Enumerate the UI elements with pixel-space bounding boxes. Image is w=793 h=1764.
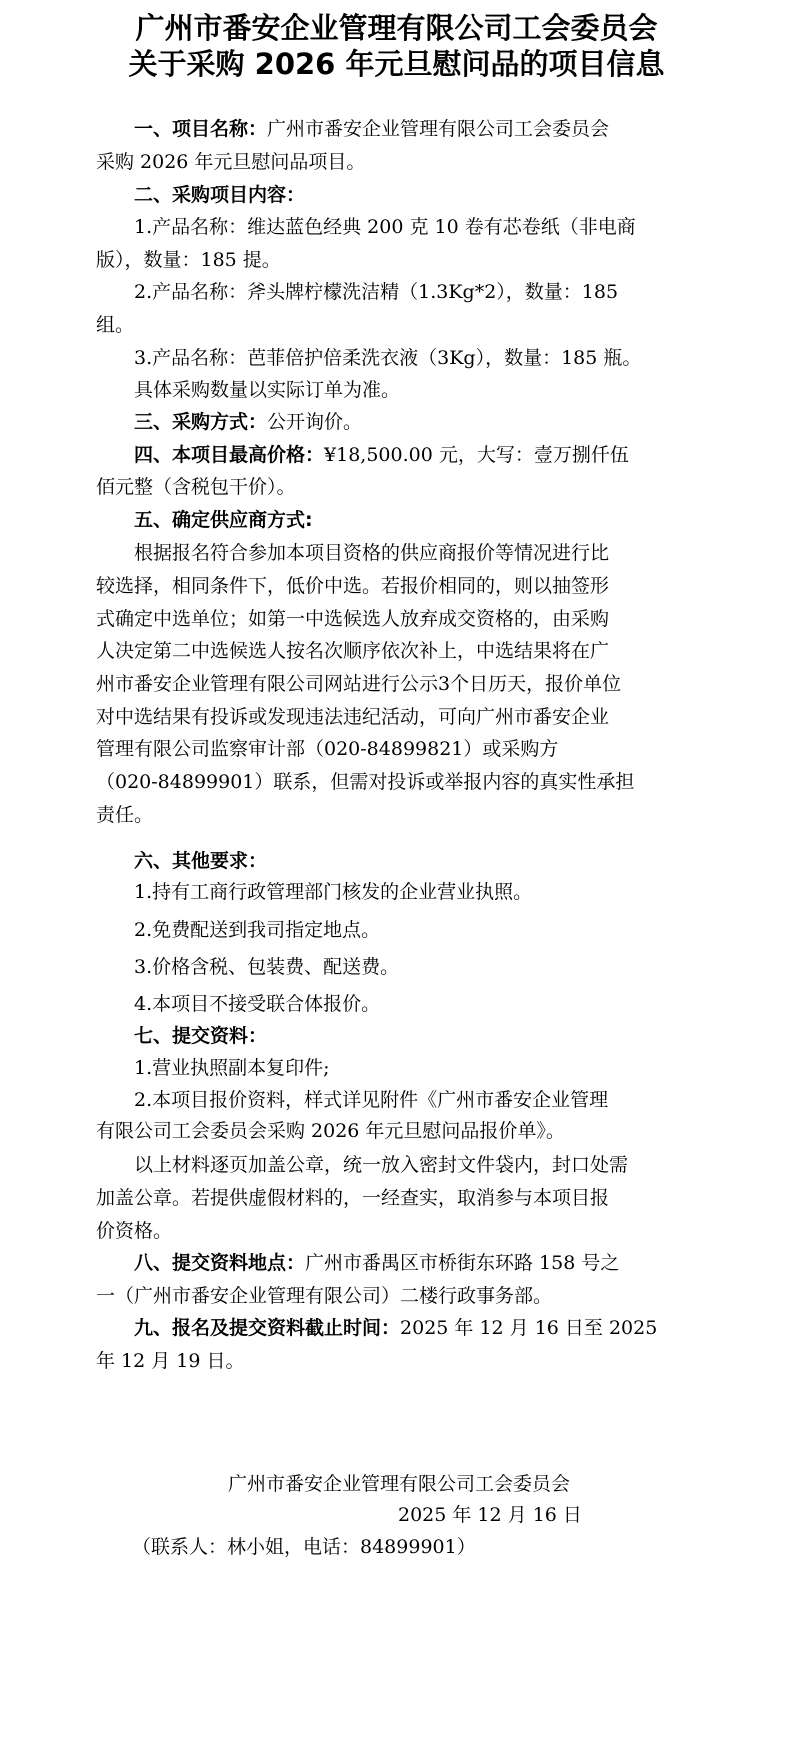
section-1-text: 广州市番安企业管理有限公司工会委员会 <box>267 118 610 140</box>
product-3-line: 3.产品名称：芭菲倍护倍柔洗衣液（3Kg），数量：185 瓶。 <box>134 347 642 369</box>
section-5-line: 根据报名符合参加本项目资格的供应商报价等情况进行比 <box>134 542 610 564</box>
materials-note-line-2: 加盖公章。若提供虚假材料的，一经查实，取消参与本项目报 <box>96 1187 610 1209</box>
document-title-line-2: 关于采购 2026 年元旦慰问品的项目信息 <box>128 47 665 81</box>
quantity-note: 具体采购数量以实际订单为准。 <box>134 379 401 401</box>
contact-info: （联系人：林小姐，电话：84899901） <box>132 1536 476 1558</box>
materials-item-1: 1.营业执照副本复印件; <box>134 1057 330 1079</box>
signature-org: 广州市番安企业管理有限公司工会委员会 <box>228 1473 571 1495</box>
section-4-text-cont: 佰元整（含税包干价）。 <box>96 476 296 498</box>
signature-date: 2025 年 12 月 16 日 <box>398 1504 582 1526</box>
section-5-line: 式确定中选单位；如第一中选候选人放弃成交资格的，由采购 <box>96 608 610 630</box>
section-9 <box>134 1315 657 1341</box>
section-5-line: （020-84899901）联系，但需对投诉或举报内容的真实性承担 <box>96 771 635 793</box>
section-5-heading: 五、确定供应商方式: <box>134 509 313 531</box>
section-8 <box>134 1250 619 1276</box>
product-2-line-2: 组。 <box>96 314 135 336</box>
section-8-text-cont: 一（广州市番安企业管理有限公司）二楼行政事务部。 <box>96 1285 553 1307</box>
section-4 <box>134 442 629 468</box>
materials-note-line-1: 以上材料逐页加盖公章，统一放入密封文件袋内，封口处需 <box>134 1154 629 1176</box>
requirement-item: 3.价格含税、包装费、配送费。 <box>134 956 400 978</box>
document-title-line-1: 广州市番安企业管理有限公司工会委员会 <box>135 11 658 45</box>
product-2-line-1: 2.产品名称：斧头牌柠檬洗洁精（1.3Kg*2），数量：185 <box>134 281 619 303</box>
section-9-text-cont: 年 12 月 19 日。 <box>96 1350 245 1372</box>
section-6-heading: 六、其他要求： <box>134 850 268 872</box>
product-1-line-2: 版），数量：185 提。 <box>96 249 281 271</box>
section-9-text: 2025 年 12 月 16 日至 2025 <box>400 1317 658 1339</box>
section-2-heading: 二、采购项目内容： <box>134 184 306 206</box>
materials-item-2-line-2: 有限公司工会委员会采购 2026 年元旦慰问品报价单》。 <box>96 1120 565 1142</box>
section-5-line: 较选择，相同条件下，低价中选。若报价相同的，则以抽签形 <box>96 575 610 597</box>
section-4-heading: 四、本项目最高价格： <box>134 444 325 466</box>
section-7-heading: 七、提交资料： <box>134 1025 268 1047</box>
materials-note-line-3: 价资格。 <box>96 1220 173 1242</box>
requirement-item: 1.持有工商行政管理部门核发的企业营业执照。 <box>134 881 533 903</box>
section-5-line: 州市番安企业管理有限公司网站进行公示3个日历天，报价单位 <box>96 673 622 695</box>
section-4-text: ¥18,500.00 元，大写：壹万捌仟伍 <box>324 444 629 466</box>
section-5-line: 责任。 <box>96 804 154 826</box>
section-3 <box>134 409 362 435</box>
section-3-heading: 三、采购方式： <box>134 411 268 433</box>
section-9-heading: 九、报名及提交资料截止时间： <box>134 1317 401 1339</box>
section-8-text: 广州市番禺区市桥街东环路 158 号之 <box>305 1252 620 1274</box>
section-8-heading: 八、提交资料地点： <box>134 1252 306 1274</box>
product-1-line-1: 1.产品名称：维达蓝色经典 200 克 10 卷有芯卷纸（非电商 <box>134 216 636 238</box>
section-5-line: 对中选结果有投诉或发现违法违纪活动，可向广州市番安企业 <box>96 706 610 728</box>
materials-item-2-line-1: 2.本项目报价资料，样式详见附件《广州市番安企业管理 <box>134 1089 609 1111</box>
requirement-item: 4.本项目不接受联合体报价。 <box>134 993 381 1015</box>
section-1-heading: 一、项目名称： <box>134 118 268 140</box>
section-1 <box>134 116 609 142</box>
requirement-item: 2.免费配送到我司指定地点。 <box>134 919 381 941</box>
section-5-line: 管理有限公司监察审计部（020-84899821）或采购方 <box>96 738 559 760</box>
section-3-text: 公开询价。 <box>267 411 363 433</box>
section-5-line: 人决定第二中选候选人按名次顺序依次补上，中选结果将在广 <box>96 640 610 662</box>
section-1-text-cont: 采购 2026 年元旦慰问品项目。 <box>96 151 366 173</box>
